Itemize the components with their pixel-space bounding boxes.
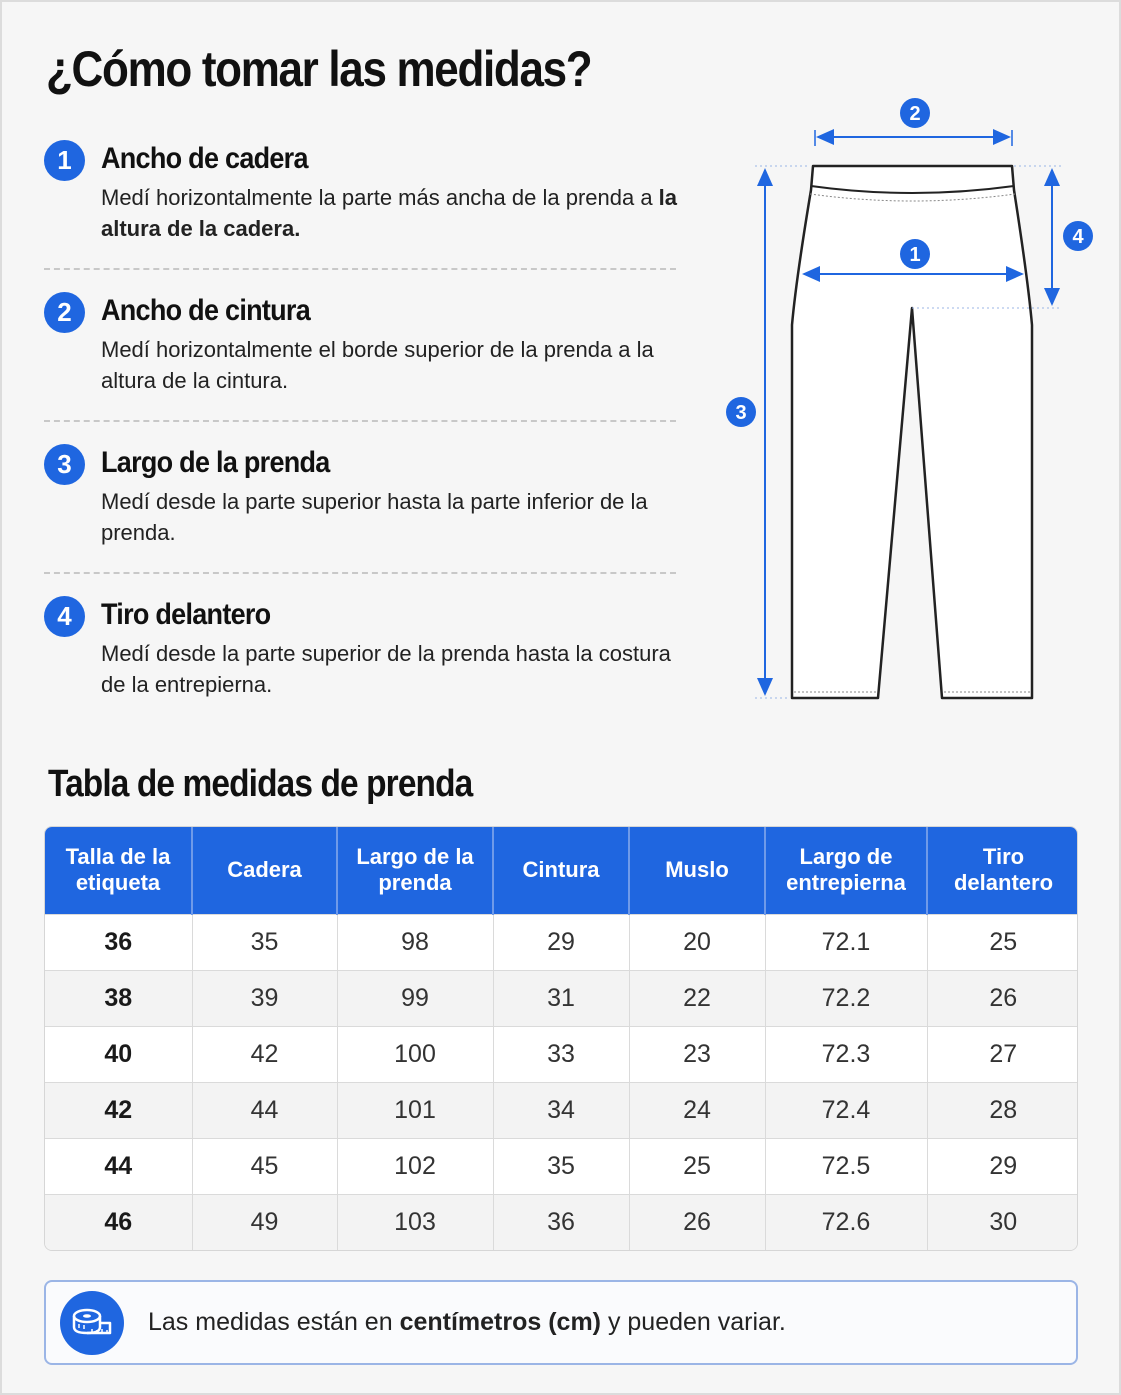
table-row bbox=[45, 914, 1078, 970]
table-cell: 99 bbox=[337, 970, 493, 1026]
table-cell: 25 bbox=[927, 914, 1078, 970]
header-inseam: Largo de entrepierna bbox=[765, 827, 927, 914]
header-hip: Cadera bbox=[192, 827, 337, 914]
table-cell: 72.6 bbox=[765, 1194, 927, 1250]
table-cell: 39 bbox=[192, 970, 337, 1026]
table-header-row bbox=[45, 827, 1078, 914]
table-cell: 33 bbox=[493, 1026, 629, 1082]
table-cell: 98 bbox=[337, 914, 493, 970]
divider bbox=[44, 572, 676, 574]
table-cell: 22 bbox=[629, 970, 765, 1026]
table-cell: 40 bbox=[45, 1026, 192, 1082]
header-size-label: Talla de la etiqueta bbox=[45, 827, 192, 914]
table-cell: 28 bbox=[927, 1082, 1078, 1138]
header-length: Largo de la prenda bbox=[337, 827, 493, 914]
step-front-rise bbox=[44, 594, 684, 700]
table-cell: 101 bbox=[337, 1082, 493, 1138]
header-waist: Cintura bbox=[493, 827, 629, 914]
table-cell: 72.2 bbox=[765, 970, 927, 1026]
instructions-list bbox=[44, 138, 684, 700]
step-title: Tiro delantero bbox=[101, 598, 271, 631]
step-number-badge: 2 bbox=[44, 292, 85, 333]
header-front-rise: Tiro delantero bbox=[927, 827, 1078, 914]
table-cell: 34 bbox=[493, 1082, 629, 1138]
table-cell: 36 bbox=[493, 1194, 629, 1250]
table-cell: 23 bbox=[629, 1026, 765, 1082]
waist-label: 2 bbox=[909, 103, 921, 125]
table-cell: 72.5 bbox=[765, 1138, 927, 1194]
table-row bbox=[45, 1138, 1078, 1194]
table-cell: 38 bbox=[45, 970, 192, 1026]
table-cell: 46 bbox=[45, 1194, 192, 1250]
table-cell: 42 bbox=[192, 1026, 337, 1082]
step-number-badge: 1 bbox=[44, 140, 85, 181]
divider bbox=[44, 268, 676, 270]
step-garment-length bbox=[44, 442, 684, 548]
table-title: Tabla de medidas de prenda bbox=[48, 763, 473, 805]
table-row bbox=[45, 970, 1078, 1026]
rise-label: 4 bbox=[1072, 226, 1084, 248]
table-row bbox=[45, 1194, 1078, 1250]
step-title: Largo de la prenda bbox=[101, 446, 330, 479]
table-cell: 44 bbox=[192, 1082, 337, 1138]
step-description: Medí desde la parte superior de la prenda hasta la costura de la entrepierna. bbox=[101, 641, 671, 697]
table-cell: 102 bbox=[337, 1138, 493, 1194]
table-cell: 26 bbox=[629, 1194, 765, 1250]
table-cell: 31 bbox=[493, 970, 629, 1026]
table-cell: 27 bbox=[927, 1026, 1078, 1082]
length-label: 3 bbox=[735, 402, 747, 424]
units-note bbox=[44, 1280, 1078, 1365]
step-description: Medí horizontalmente la parte más ancha de la prenda a la altura de la cadera. bbox=[101, 185, 678, 241]
table-cell: 103 bbox=[337, 1194, 493, 1250]
table-cell: 29 bbox=[927, 1138, 1078, 1194]
table-cell: 20 bbox=[629, 914, 765, 970]
step-description: Medí horizontalmente el borde superior de la prenda a la altura de la cintura. bbox=[101, 337, 654, 393]
table-cell: 72.4 bbox=[765, 1082, 927, 1138]
pants-diagram bbox=[710, 90, 1110, 720]
header-thigh: Muslo bbox=[629, 827, 765, 914]
table-row bbox=[45, 1082, 1078, 1138]
table-cell: 30 bbox=[927, 1194, 1078, 1250]
table-cell: 35 bbox=[192, 914, 337, 970]
table-cell: 29 bbox=[493, 914, 629, 970]
size-table bbox=[44, 826, 1078, 1251]
pants-diagram-svg bbox=[710, 90, 1110, 720]
step-title: Ancho de cintura bbox=[101, 294, 311, 327]
table-cell: 26 bbox=[927, 970, 1078, 1026]
table-cell: 72.3 bbox=[765, 1026, 927, 1082]
table-cell: 44 bbox=[45, 1138, 192, 1194]
table-cell: 42 bbox=[45, 1082, 192, 1138]
divider bbox=[44, 420, 676, 422]
table-cell: 45 bbox=[192, 1138, 337, 1194]
table-cell: 72.1 bbox=[765, 914, 927, 970]
table-cell: 24 bbox=[629, 1082, 765, 1138]
table-cell: 49 bbox=[192, 1194, 337, 1250]
step-description: Medí desde la parte superior hasta la parte inferior de la prenda. bbox=[101, 489, 648, 545]
step-hip-width bbox=[44, 138, 684, 244]
step-title: Ancho de cadera bbox=[101, 142, 308, 175]
step-number-badge: 4 bbox=[44, 596, 85, 637]
hip-label: 1 bbox=[909, 244, 921, 266]
table-cell: 100 bbox=[337, 1026, 493, 1082]
tape-measure-icon bbox=[60, 1291, 124, 1355]
table-cell: 25 bbox=[629, 1138, 765, 1194]
step-number-badge: 3 bbox=[44, 444, 85, 485]
table-row bbox=[45, 1026, 1078, 1082]
step-waist-width bbox=[44, 290, 684, 396]
units-note-text: Las medidas están en centímetros (cm) y pueden variar. bbox=[148, 1308, 786, 1336]
table-cell: 36 bbox=[45, 914, 192, 970]
page-title: ¿Cómo tomar las medidas? bbox=[46, 41, 592, 97]
table-cell: 35 bbox=[493, 1138, 629, 1194]
